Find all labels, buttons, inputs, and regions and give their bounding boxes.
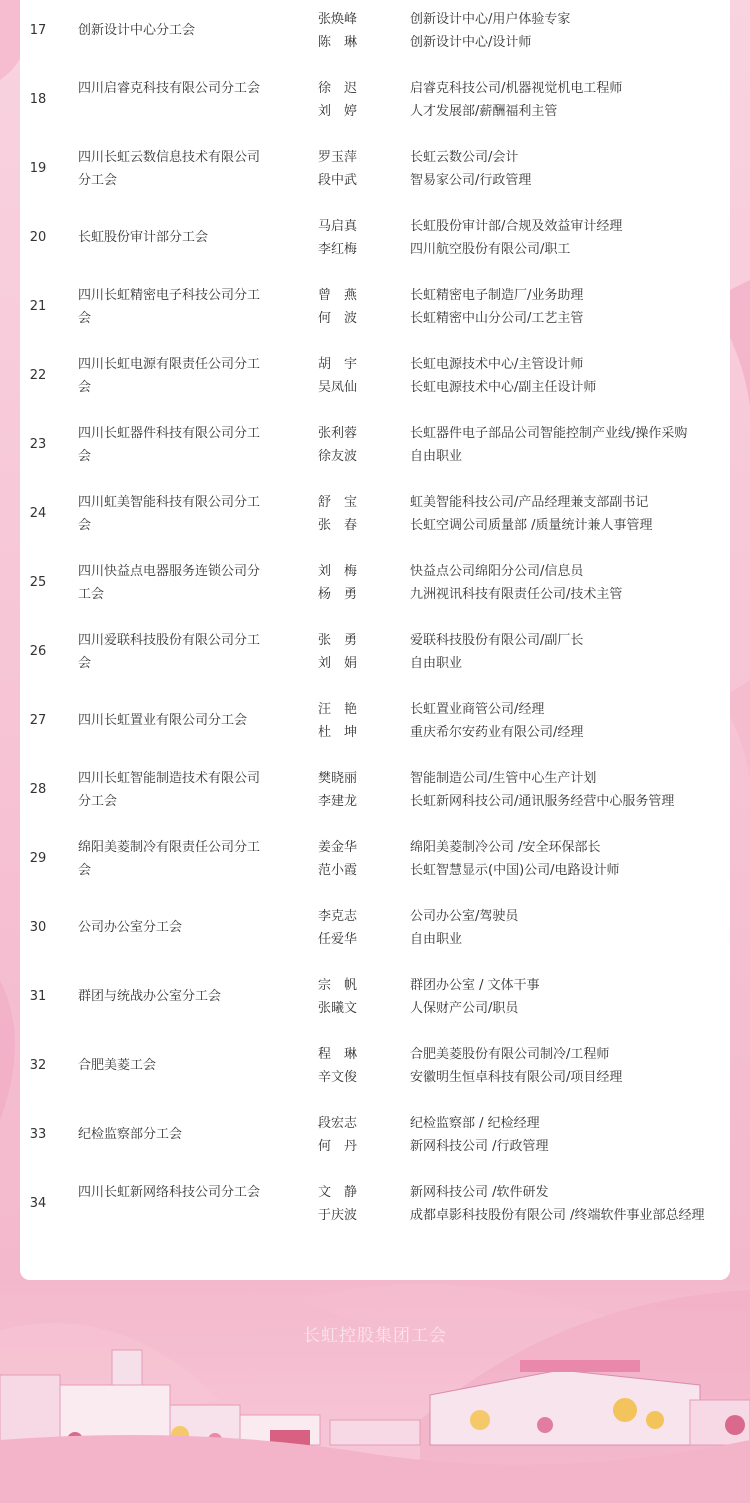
table-row — [20, 828, 730, 897]
row-number: 27 — [29, 713, 47, 728]
member-post: 绵阳美菱制冷公司 /安全环保部长 — [410, 840, 601, 855]
unit-name: 四川启睿克科技有限公司分工会 — [78, 81, 261, 96]
row-number: 18 — [29, 92, 47, 107]
member-name: 罗玉萍 — [318, 150, 358, 165]
member-post: 长虹器件电子部品公司智能控制产业线/操作采购 — [410, 426, 688, 441]
unit-name: 纪检监察部分工会 — [78, 1127, 183, 1142]
member-name: 杜 坤 — [318, 725, 358, 740]
table-row — [20, 414, 730, 483]
member-name: 陈 琳 — [318, 35, 358, 50]
member-post: 九洲视讯科技有限责任公司/技术主管 — [410, 587, 623, 602]
member-posts — [410, 77, 730, 123]
member-names — [318, 215, 378, 261]
member-posts — [410, 422, 730, 468]
member-post: 纪检监察部 / 纪检经理 — [410, 1116, 540, 1131]
unit-name: 群团与统战办公室分工会 — [78, 989, 222, 1004]
row-number: 21 — [29, 299, 47, 314]
member-names — [318, 836, 378, 882]
member-names — [318, 1181, 378, 1227]
row-number: 31 — [29, 989, 47, 1004]
row-number: 30 — [29, 920, 47, 935]
member-name: 张曦文 — [318, 1001, 358, 1016]
member-name: 刘 婷 — [318, 104, 358, 119]
table-row — [20, 276, 730, 345]
member-name: 徐友波 — [318, 449, 358, 464]
member-name: 曾 燕 — [318, 288, 358, 303]
member-posts — [410, 1112, 730, 1158]
member-name: 张焕峰 — [318, 12, 358, 27]
member-post: 自由职业 — [410, 932, 463, 947]
row-number: 25 — [29, 575, 47, 590]
member-posts — [410, 215, 730, 261]
row-number: 34 — [29, 1196, 47, 1211]
member-post: 自由职业 — [410, 449, 463, 464]
member-post: 虹美智能科技公司/产品经理兼支部副书记 — [410, 495, 649, 510]
member-names — [318, 491, 378, 537]
member-post: 成都卓影科技股份有限公司 /终端软件事业部总经理 — [410, 1208, 705, 1223]
footer-title: 长虹控股集团工会 — [303, 1326, 447, 1346]
table-row — [20, 69, 730, 138]
row-number: 29 — [29, 851, 47, 866]
member-post: 合肥美菱股份有限公司制冷/工程师 — [410, 1047, 610, 1062]
member-names — [318, 905, 378, 951]
table-row — [20, 138, 730, 207]
member-name: 张 勇 — [318, 633, 358, 648]
member-post: 公司办公室/驾驶员 — [410, 909, 519, 924]
table-row — [20, 690, 730, 759]
member-post: 长虹空调公司质量部 /质量统计兼人事管理 — [410, 518, 653, 533]
member-post: 人保财产公司/职员 — [410, 1001, 519, 1016]
table-row — [20, 483, 730, 552]
member-name: 舒 宝 — [318, 495, 358, 510]
member-post: 人才发展部/薪酬福利主管 — [410, 104, 558, 119]
member-post: 安徽明生恒卓科技有限公司/项目经理 — [410, 1070, 623, 1085]
member-names — [318, 1043, 378, 1089]
member-names — [318, 284, 378, 330]
unit-name: 四川虹美智能科技有限公司分工会 — [78, 495, 261, 533]
table-row — [20, 552, 730, 621]
table-row — [20, 345, 730, 414]
table-row — [20, 1173, 730, 1242]
member-posts — [410, 836, 730, 882]
member-name: 张利蓉 — [318, 426, 358, 441]
member-posts — [410, 1043, 730, 1089]
member-post: 长虹精密电子制造厂/业务助理 — [410, 288, 584, 303]
member-name: 何 波 — [318, 311, 358, 326]
table-row — [20, 621, 730, 690]
member-name: 张 春 — [318, 518, 358, 533]
member-post: 长虹电源技术中心/副主任设计师 — [410, 380, 597, 395]
row-number: 26 — [29, 644, 47, 659]
unit-name: 长虹股份审计部分工会 — [78, 230, 209, 245]
unit-name: 创新设计中心分工会 — [78, 23, 196, 38]
table-row — [20, 0, 730, 69]
member-names — [318, 974, 378, 1020]
unit-name: 四川长虹云数信息技术有限公司分工会 — [78, 150, 261, 188]
member-posts — [410, 146, 730, 192]
member-post: 智能制造公司/生管中心生产计划 — [410, 771, 597, 786]
member-posts — [410, 491, 730, 537]
row-number: 33 — [29, 1127, 47, 1142]
member-name: 段中武 — [318, 173, 358, 188]
unit-name: 四川快益点电器服务连锁公司分工会 — [78, 564, 261, 602]
row-number: 17 — [29, 23, 47, 38]
member-name: 李克志 — [318, 909, 358, 924]
table-row — [20, 897, 730, 966]
member-post: 长虹云数公司/会计 — [410, 150, 519, 165]
member-posts — [410, 698, 730, 744]
unit-name: 四川长虹电源有限责任公司分工会 — [78, 357, 261, 395]
member-post: 长虹置业商管公司/经理 — [410, 702, 545, 717]
member-names — [318, 8, 378, 54]
member-names — [318, 698, 378, 744]
table-row — [20, 759, 730, 828]
row-number: 32 — [29, 1058, 47, 1073]
member-names — [318, 1112, 378, 1158]
table-row — [20, 207, 730, 276]
member-post: 快益点公司绵阳分公司/信息员 — [410, 564, 584, 579]
member-name: 胡 宇 — [318, 357, 358, 372]
member-post: 长虹新网科技公司/通讯服务经营中心服务管理 — [410, 794, 675, 809]
member-name: 马启真 — [318, 219, 358, 234]
unit-name: 四川长虹精密电子科技公司分工会 — [78, 288, 261, 326]
member-name: 刘 娟 — [318, 656, 358, 671]
member-post: 长虹智慧显示(中国)公司/电路设计师 — [410, 863, 620, 878]
member-posts — [410, 767, 730, 813]
member-name: 刘 梅 — [318, 564, 358, 579]
member-post: 新网科技公司 /行政管理 — [410, 1139, 549, 1154]
member-name: 汪 艳 — [318, 702, 358, 717]
member-name: 段宏志 — [318, 1116, 358, 1131]
member-posts — [410, 353, 730, 399]
table-row — [20, 1035, 730, 1104]
member-name: 于庆波 — [318, 1208, 358, 1223]
row-number: 28 — [29, 782, 47, 797]
member-post: 智易家公司/行政管理 — [410, 173, 532, 188]
unit-name: 合肥美菱工会 — [78, 1058, 157, 1073]
member-names — [318, 77, 378, 123]
member-names — [318, 353, 378, 399]
member-names — [318, 422, 378, 468]
member-posts — [410, 284, 730, 330]
table-row — [20, 966, 730, 1035]
member-post: 群团办公室 / 文体干事 — [410, 978, 540, 993]
member-name: 杨 勇 — [318, 587, 358, 602]
member-name: 何 丹 — [318, 1139, 358, 1154]
member-posts — [410, 8, 730, 54]
member-posts — [410, 560, 730, 606]
member-name: 姜金华 — [318, 840, 358, 855]
member-post: 长虹电源技术中心/主管设计师 — [410, 357, 584, 372]
member-post: 创新设计中心/用户体验专家 — [410, 12, 571, 27]
member-names — [318, 560, 378, 606]
member-post: 创新设计中心/设计师 — [410, 35, 532, 50]
unit-name: 四川长虹智能制造技术有限公司分工会 — [78, 771, 261, 809]
member-post: 重庆希尔安药业有限公司/经理 — [410, 725, 584, 740]
member-name: 程 琳 — [318, 1047, 358, 1062]
member-posts — [410, 905, 730, 951]
member-post: 四川航空股份有限公司/职工 — [410, 242, 571, 257]
member-name: 范小霞 — [318, 863, 358, 878]
member-post: 爱联科技股份有限公司/副厂长 — [410, 633, 584, 648]
member-name: 李建龙 — [318, 794, 358, 809]
member-names — [318, 767, 378, 813]
unit-name: 绵阳美菱制冷有限责任公司分工会 — [78, 840, 261, 878]
member-posts — [410, 974, 730, 1020]
member-name: 宗 帆 — [318, 978, 358, 993]
unit-name: 公司办公室分工会 — [78, 920, 183, 935]
member-post: 自由职业 — [410, 656, 463, 671]
unit-name: 四川爱联科技股份有限公司分工会 — [78, 633, 261, 671]
member-table — [20, 0, 730, 1280]
member-names — [318, 629, 378, 675]
unit-name: 四川长虹置业有限公司分工会 — [78, 713, 248, 728]
unit-name: 四川长虹新网络科技公司分工会 — [78, 1185, 261, 1200]
row-number: 23 — [29, 437, 47, 452]
member-name: 任爱华 — [318, 932, 358, 947]
member-name: 徐 迟 — [318, 81, 358, 96]
member-name: 吴凤仙 — [318, 380, 358, 395]
member-post: 长虹精密中山分公司/工艺主管 — [410, 311, 584, 326]
member-posts — [410, 629, 730, 675]
member-names — [318, 146, 378, 192]
member-post: 启睿克科技公司/机器视觉机电工程师 — [410, 81, 623, 96]
unit-name: 四川长虹器件科技有限公司分工会 — [78, 426, 261, 464]
member-post: 长虹股份审计部/合规及效益审计经理 — [410, 219, 623, 234]
member-name: 文 静 — [318, 1185, 358, 1200]
table-row — [20, 1104, 730, 1173]
row-number: 19 — [29, 161, 47, 176]
row-number: 24 — [29, 506, 47, 521]
row-number: 20 — [29, 230, 47, 245]
member-name: 李红梅 — [318, 242, 358, 257]
row-number: 22 — [29, 368, 47, 383]
member-name: 辛文俊 — [318, 1070, 358, 1085]
member-posts — [410, 1181, 730, 1227]
member-name: 樊晓丽 — [318, 771, 358, 786]
member-post: 新网科技公司 /软件研发 — [410, 1185, 549, 1200]
